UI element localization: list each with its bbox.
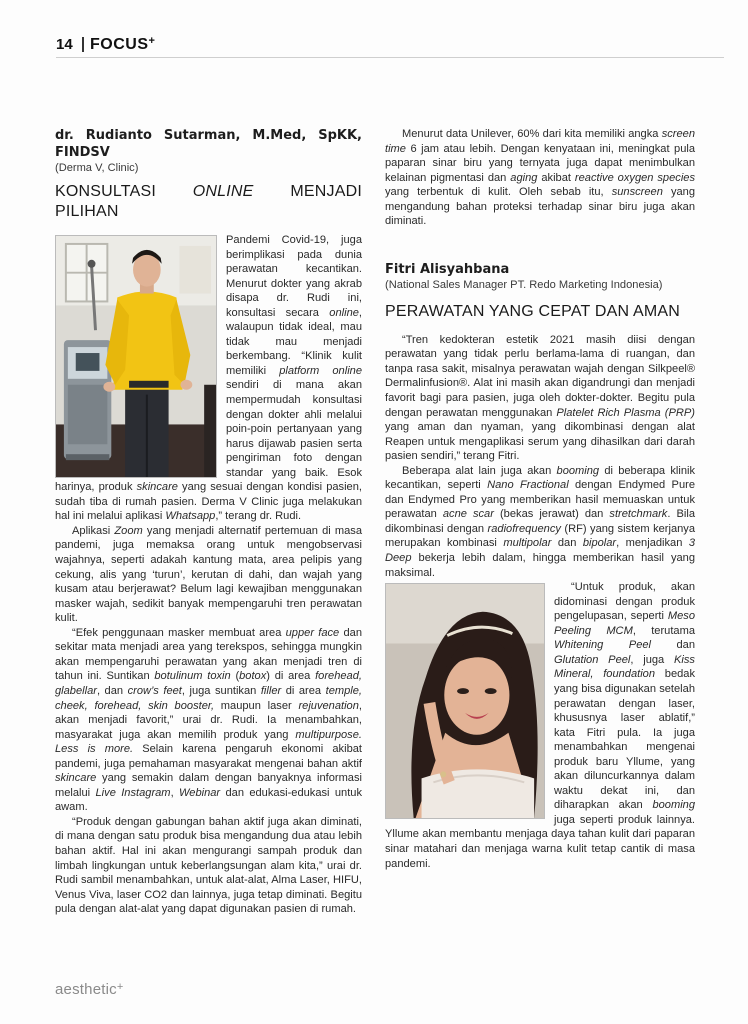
italic-term: temple, cheek, forehead, skin booster, bbox=[55, 684, 363, 712]
text-run: dan edukasi-edukasi untuk awam. bbox=[55, 786, 363, 814]
body-paragraph bbox=[385, 127, 695, 229]
footer-brand: aesthetic bbox=[55, 981, 117, 998]
italic-term: Whatsapp bbox=[165, 510, 216, 523]
italic-term: Live Instagram bbox=[95, 786, 171, 799]
text-run: maupun laser bbox=[214, 699, 299, 712]
italic-term: upper face bbox=[285, 626, 340, 639]
left-column bbox=[55, 127, 362, 917]
text-run: di area bbox=[281, 684, 326, 697]
page-footer bbox=[55, 981, 123, 998]
italic-term: bipolar bbox=[582, 537, 617, 550]
section-name: FOCUS bbox=[90, 36, 149, 53]
text-run: “Untuk produk, akan didominasi dengan produk pengelupasan, seperti bbox=[554, 581, 695, 623]
title-prefix: KONSULTASI bbox=[55, 183, 193, 200]
page-number: 14 bbox=[56, 36, 73, 53]
text-run: bedak yang bisa digunakan setelah perawatan dengan laser, khususnya laser ablatif,” kata Fitri pula. Ia juga menambahkan mengenai produk baru Yllume, yang akan diluncurkannya dalam waktu dekat ini, dan diharapkan akan bbox=[554, 668, 696, 812]
text-run: Selain karena pengaruh ekonomi akibat pandemi, juga pemahaman masyarakat mengenai bahan aktif bbox=[55, 743, 362, 770]
italic-term: screen time bbox=[385, 128, 695, 155]
body-paragraph bbox=[385, 464, 695, 580]
doctor-photo bbox=[55, 235, 217, 478]
body-paragraph bbox=[385, 580, 695, 871]
text-run: di beberapa klinik kecantikan, seperti bbox=[385, 464, 696, 492]
text-run: Aplikasi bbox=[72, 524, 115, 537]
text-run: , dan bbox=[96, 684, 128, 697]
italic-term: sunscreen bbox=[611, 186, 663, 199]
section-mark: + bbox=[148, 35, 156, 47]
italic-term: Kiss Mineral, foundation bbox=[554, 653, 695, 681]
text-run: Beberapa alat lain juga akan bbox=[402, 464, 557, 477]
italic-term: Nano Fractional bbox=[487, 479, 569, 492]
body-paragraph bbox=[55, 626, 362, 815]
italic-term: booming bbox=[556, 464, 600, 477]
header-rule bbox=[56, 57, 724, 58]
italic-term: radiofrequency bbox=[487, 522, 561, 535]
text-run: yang menjadi alternatif pertemuan di masa pandemi, juga memaksa orang untuk mengobservasi wajahnya, seperti adakah kantung mata, area pelipis yang cekung, alis yang ‘turun’, kerutan di dahi, dan wajah yang kusam atau berjerawat? Belum lagi kewajiban menggunakan masker wajah, sedikit banyak mempengaruhi tren perawatan kulit. bbox=[55, 524, 363, 625]
author-name: Fitri Alisyahbana bbox=[385, 261, 510, 277]
body-paragraph bbox=[55, 815, 362, 917]
italic-term: crow’s feet bbox=[127, 684, 182, 697]
text-run: , terutama bbox=[632, 624, 695, 637]
text-run: , walaupun tidak ideal, mau tidak mau menjadi berkembang. “Klinik kulit memiliki bbox=[226, 306, 362, 377]
fitri-photo bbox=[385, 583, 545, 819]
body-paragraph bbox=[55, 524, 362, 626]
author-role: (Derma V, Clinic) bbox=[55, 162, 139, 174]
text-run: 6 jam atau lebih. Dengan kenyataan ini, meningkat pula paparan sinar biru yang ternyata juga dapat menimbulkan kelainan pigmentasi dan bbox=[385, 142, 695, 184]
text-run: yang semakin dalam dengan banyaknya informasi melalui bbox=[55, 772, 362, 799]
text-run: ) di area bbox=[266, 670, 316, 683]
italic-term: Whitening Peel bbox=[554, 639, 652, 652]
italic-term: multipolar bbox=[503, 537, 552, 550]
text-run: , akan menjadi favorit,” urai dr. Rudi. Ia menambahkan, masyarakat juga akan memilih produk yang bbox=[55, 699, 362, 741]
footer-mark: + bbox=[116, 981, 124, 993]
text-run: , bbox=[170, 786, 180, 799]
italic-term: botulinum toxin bbox=[154, 670, 231, 683]
section-title: PERAWATAN YANG CEPAT DAN AMAN bbox=[385, 302, 681, 320]
text-run: “Tren kedokteran estetik 2021 masih diisi dengan perawatan yang tidak perlu berlama-lama di ruangan, dan tanpa rasa sakit, misalnya perawatan wajah dengan Silkpeel® Dermalinfusion®. Alat ini masih akan digandrungi dan menjadi favorit bagi para pasien, juga oleh dokter-dokter. Begitu pula dengan perawatan menggunakan bbox=[385, 333, 695, 419]
text-run: yang sesuai dengan kondisi pasien, sudah tiba di rumah pasien. Derma V Clinic juga melakukan hal ini melalui aplikasi bbox=[55, 481, 362, 523]
italic-term: skincare bbox=[55, 772, 97, 785]
italic-term: filler bbox=[260, 684, 282, 697]
italic-term: reactive oxygen species bbox=[574, 171, 695, 184]
text-run: dan bbox=[551, 537, 583, 550]
italic-term: platform online bbox=[279, 364, 362, 377]
text-run: bekerja lebih dalam, hingga memberikan hasil yang maksimal. bbox=[385, 552, 695, 579]
title-suffix: MENJADI PILIHAN bbox=[55, 183, 362, 220]
text-run: juga seperti produk lainnya. Yllume akan membantu menjaga daya tahan kulit dari paparan sinar matahari dan menjaga warna kulit tetap cantik di masa pandemi. bbox=[385, 813, 695, 870]
text-run: , juga bbox=[630, 653, 675, 666]
text-run: “Produk dengan gabungan bahan aktif juga akan diminati, di mana dengan satu produk bisa mengandung dua atau lebih bahan aktif. Hal ini akan mengurangi sampah produk dan limbah lingkungan untuk keberlangsungan alam kita,” urai dr. Rudi sambil menambahkan, untuk alat-alat, Alma Laser, HIFU, Venus Viva, laser CO2 dan lainnya, juga tetap diminati. Begitu pula dengan alat-alat yang dapat digunakan pasien di rumah. bbox=[55, 815, 362, 916]
text-run: , juga suntikan bbox=[181, 684, 261, 697]
italic-term: Platelet Rich Plasma (PRP) bbox=[556, 406, 695, 419]
title-italic: ONLINE bbox=[192, 183, 254, 200]
right-column bbox=[385, 127, 695, 871]
text-run: akibat bbox=[537, 171, 575, 184]
text-run: ,” terang dr. Rudi. bbox=[215, 510, 302, 523]
italic-term: botox bbox=[239, 670, 267, 683]
text-run: yang terbentuk di kulit. Oleh sebab itu, bbox=[385, 186, 612, 199]
text-run: (bekas jerawat) dan bbox=[493, 508, 610, 521]
text-run: sendiri di mana akan mempermudah konsultasi dengan dokter ahli melalui poin-poin pertanyaan yang harus dijawab pasien serta pengiriman foto dengan standar yang baik. Esok harinya, produk bbox=[55, 379, 362, 494]
text-run: dan sekitar mata menjadi area yang terekspos, sehingga mungkin akan mempengaruhi perawatan yang akan menjadi tren di tahun ini. Suntikan bbox=[55, 626, 362, 683]
body-paragraph bbox=[385, 333, 695, 464]
section-title bbox=[55, 182, 362, 222]
italic-term: skincare bbox=[136, 481, 178, 494]
page-header bbox=[56, 36, 724, 58]
italic-term: multipurpose. Less is more. bbox=[55, 728, 362, 756]
header-divider bbox=[82, 37, 84, 52]
italic-term: 3 Deep bbox=[385, 537, 695, 565]
italic-term: aging bbox=[510, 171, 538, 184]
italic-term: Zoom bbox=[114, 524, 143, 537]
author-name: dr. Rudianto Sutarman, M.Med, SpKK, FINDSV bbox=[55, 128, 362, 160]
italic-term: Glutation Peel bbox=[554, 653, 631, 666]
italic-term: forehead, glabellar bbox=[55, 670, 362, 697]
italic-term: online bbox=[329, 306, 359, 319]
italic-term: rejuvenation bbox=[298, 699, 359, 712]
text-run: “Efek penggunaan masker membuat area bbox=[72, 626, 286, 639]
italic-term: acne scar bbox=[442, 508, 494, 521]
text-run: Menurut data Unilever, 60% dari kita memiliki angka bbox=[402, 128, 662, 140]
italic-term: Meso Peeling MCM bbox=[554, 610, 695, 637]
italic-term: Webinar bbox=[179, 786, 221, 799]
text-run: ( bbox=[230, 670, 240, 683]
text-run: (RF) yang sistem kerjanya merupakan kombinasi bbox=[385, 522, 695, 550]
text-run: dan bbox=[651, 639, 695, 652]
text-run: yang mengandung bahan proteksi terhadap sinar biru juga akan diminati. bbox=[385, 186, 695, 228]
italic-term: booming bbox=[652, 799, 695, 812]
text-run: . Bila dikombinasi dengan bbox=[385, 508, 695, 535]
text-run: , menjadikan bbox=[616, 537, 689, 550]
author-role: (National Sales Manager PT. Redo Marketing Indonesia) bbox=[385, 278, 663, 291]
magazine-section bbox=[90, 35, 155, 54]
italic-term: stretchmark bbox=[609, 508, 668, 521]
text-run: Pandemi Covid-19, juga berimplikasi pada dunia perawatan kecantikan. Menurut dokter yang akrab disapa dr. Rudi ini, konsultasi secara bbox=[226, 234, 362, 319]
text-run: yang aman dan nyaman, yang dikombinasi dengan alat Reapen untuk mengaplikasi serum yang dihasilkan dari darah pasien sendiri,” terang Fitri. bbox=[385, 421, 695, 463]
text-run: dengan Endymed Pure dan Endymed Pro yang memberikan hasil memuaskan untuk perawatan bbox=[385, 479, 695, 521]
